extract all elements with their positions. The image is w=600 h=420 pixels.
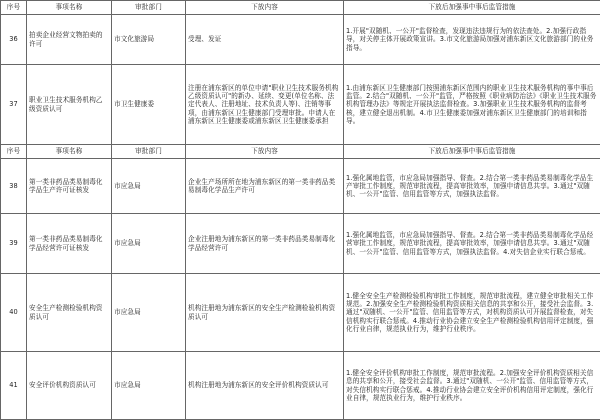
header-measure: 下放后加强事中事后监管措施 — [344, 145, 600, 159]
row-dept: 市应急局 — [112, 274, 186, 352]
row-measure: 1.强化属地监管，市应急局加强指导、督查。2.结合第一类非药品类易制毒化学品经营审批工作制度，规范审批流程，提高审批效率，加强申请信息共享。3.通过"双随机、一公开"监管、信用监管等方式，加强执法监督。4.对失信企业实行联合惩戒。 — [344, 214, 600, 274]
row-measure: 1.由浦东新区卫生健康部门按照浦东新区范围内的职业卫生技术服务机构的事中事后监管。2.结合"双随机、一公开"监管，严格按照《职业病防治法》《职业卫生技术服务机构管理办法》等规定开展执法监督检查。3.加强职业卫生技术服务机构的监督考核，建立健全退出机制。4.市卫生健康委加强对浦东新区卫生健康部门的培训和指导。 — [344, 65, 600, 145]
row-item: 安全评价机构资质认可 — [27, 352, 112, 420]
table-row — [1, 352, 600, 420]
row-seq: 36 — [1, 15, 27, 65]
table-header-row — [1, 1, 600, 15]
row-seq: 39 — [1, 214, 27, 274]
row-item: 职业卫生技术服务机构乙级资质认可 — [27, 65, 112, 145]
table-row — [1, 15, 600, 65]
row-seq: 37 — [1, 65, 27, 145]
row-measure: 1.开展"双随机、一公开"监督检查，发现违法违规行为的依法查处。2.加强行政指导，对关停主体开展政策宣讲。3.市文化旅游局加强对浦东新区文化旅游部门的业务指导。 — [344, 15, 600, 65]
row-dept: 市卫生健康委 — [112, 65, 186, 145]
row-dept: 市应急局 — [112, 214, 186, 274]
table-row — [1, 274, 600, 352]
row-dept: 市应急局 — [112, 159, 186, 214]
row-seq: 40 — [1, 274, 27, 352]
header-content: 下放内容 — [186, 1, 344, 15]
header-dept: 审批部门 — [112, 145, 186, 159]
row-item: 安全生产检测检验机构资质认可 — [27, 274, 112, 352]
row-content: 机构注册地为浦东新区的安全评价机构资质认可 — [186, 352, 344, 420]
header-content: 下放内容 — [186, 145, 344, 159]
row-content: 注册在浦东新区的单位申请"职业卫生技术服务机构乙级资质认可"的新办、延续、变更(单位名称、法定代表人、注册地址、技术负责人等)、注销等事项，由浦东新区卫生健康部门受理审批。申请人在浦东新区卫生健康委或浦东新区卫生健康委承担 — [186, 65, 344, 145]
row-item: 第一类非药品类易制毒化学品生产许可证核发 — [27, 159, 112, 214]
row-seq: 38 — [1, 159, 27, 214]
table-row — [1, 214, 600, 274]
row-content: 企业生产场所所在地为浦东新区的第一类非药品类易制毒化学品生产许可 — [186, 159, 344, 214]
table-row — [1, 159, 600, 214]
row-measure: 1.健全安全评价机构审批工作制度，规范审批流程。2.加强安全评价机构资质相关信息的共享和公开，接受社会监督。3.通过"双随机、一公开"监管、信用监管等方式，对失信机构实行联合惩戒。4.推动行业协会建立安全评价机构信用评定制度，强化行业自律，规范执业行为，维护行业秩序。 — [344, 352, 600, 420]
row-seq: 41 — [1, 352, 27, 420]
header-seq: 序号 — [1, 145, 27, 159]
row-item: 拍卖企业经营文物拍卖的许可 — [27, 15, 112, 65]
table-row — [1, 65, 600, 145]
header-measure: 下放后加强事中事后监管措施 — [344, 1, 600, 15]
header-item: 事项名称 — [27, 1, 112, 15]
row-item: 第一类非药品类易制毒化学品经营许可证核发 — [27, 214, 112, 274]
row-dept: 市应急局 — [112, 352, 186, 420]
header-dept: 审批部门 — [112, 1, 186, 15]
header-seq: 序号 — [1, 1, 27, 15]
row-content: 受理、发证 — [186, 15, 344, 65]
row-content: 企业注册地为浦东新区的第一类非药品类易制毒化学品经营许可 — [186, 214, 344, 274]
row-content: 机构注册地为浦东新区的安全生产检测检验机构资质认可 — [186, 274, 344, 352]
header-item: 事项名称 — [27, 145, 112, 159]
table-header-row — [1, 145, 600, 159]
row-dept: 市文化旅游局 — [112, 15, 186, 65]
row-measure: 1.健全安全生产检测检验机构审批工作制度，规范审批流程，建立健全审批相关工作规范。2.加强安全生产检测检验机构资质相关信息的共享和公开，接受社会监督。3.通过"双随机、一公开"监管、信用监管等方式，对机构资质认可开展监督检查，对失信机构实行联合惩戒。4.推动行业协会建立安全生产检测检验机构信用评定制度，强化行业自律，规范执业行为，维护行业秩序。 — [344, 274, 600, 352]
row-measure: 1.强化属地监管，市应急局加强指导、督查。2.结合第一类非药品类易制毒化学品生产审批工作制度，规范审批流程，提高审批效率，加强申请信息共享。3.通过"双随机、一公开"监管、信用监管等方式，加强执法监督。 — [344, 159, 600, 214]
